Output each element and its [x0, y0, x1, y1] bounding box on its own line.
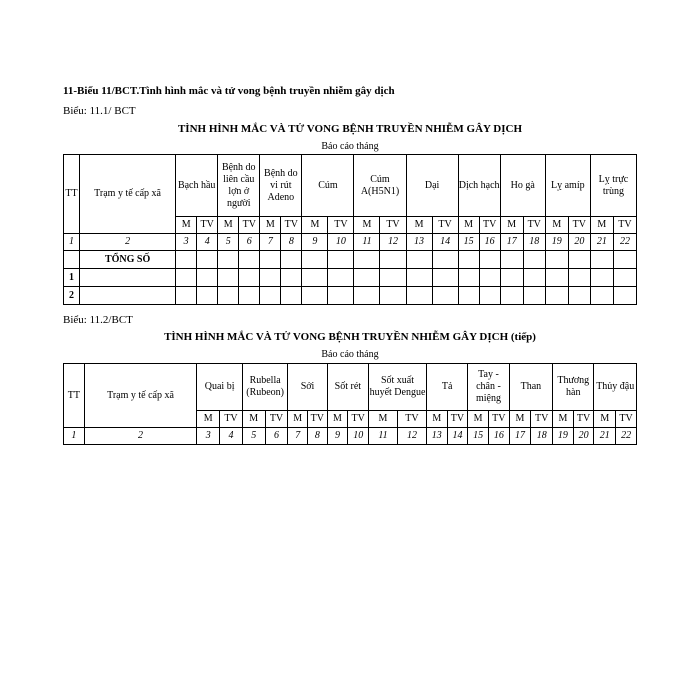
data-cell[interactable] [328, 269, 354, 287]
table1-header-row [64, 155, 637, 217]
table2-title: TÌNH HÌNH MẮC VÀ TỬ VONG BỆNH TRUYỀN NHIỄM GÂY DỊCH (tiếp) [164, 331, 536, 343]
tv-cell: TV [328, 217, 354, 234]
data-cell[interactable] [613, 269, 636, 287]
table1-disease-header: Lỵ amíp [545, 155, 590, 217]
data-cell[interactable] [328, 251, 354, 269]
col-number: 1 [64, 234, 80, 251]
data-cell[interactable] [260, 251, 281, 269]
data-cell[interactable] [479, 287, 500, 305]
data-cell[interactable] [523, 269, 545, 287]
col-number: 14 [432, 234, 458, 251]
tv-cell: TV [397, 411, 426, 428]
data-cell[interactable] [500, 287, 523, 305]
document-title: 11-Biểu 11/BCT.Tình hình mắc và tử vong bệnh truyền nhiễm gây dịch [63, 85, 395, 97]
col-number: 7 [288, 428, 308, 445]
m-cell: M [426, 411, 447, 428]
col-number: 6 [265, 428, 288, 445]
tv-cell: TV [265, 411, 288, 428]
data-cell[interactable] [406, 251, 432, 269]
data-cell[interactable] [458, 251, 479, 269]
col-number: 8 [281, 234, 302, 251]
m-cell: M [242, 411, 265, 428]
data-cell[interactable] [197, 287, 218, 305]
table2-disease-header: Quai bị [197, 364, 243, 411]
data-cell[interactable] [613, 287, 636, 305]
m-cell: M [590, 217, 613, 234]
data-cell[interactable] [239, 269, 260, 287]
data-cell[interactable] [281, 287, 302, 305]
table2-disease-header: Sởi [288, 364, 327, 411]
table1-subtitle: Báo cáo tháng [321, 141, 379, 152]
col-number: 9 [302, 234, 328, 251]
col-number: 3 [176, 234, 197, 251]
m-cell: M [468, 411, 489, 428]
data-cell[interactable] [500, 251, 523, 269]
table2-disease-header: Than [509, 364, 552, 411]
col-number: 5 [242, 428, 265, 445]
col-number: 15 [458, 234, 479, 251]
tv-cell: TV [380, 217, 406, 234]
table-row [64, 269, 637, 287]
table1-disease-header: Cúm A(H5N1) [354, 155, 406, 217]
m-cell: M [406, 217, 432, 234]
table1-disease-header: Bệnh do liên cầu lợn ở người [218, 155, 260, 217]
col-number: 20 [568, 234, 590, 251]
data-cell[interactable] [281, 251, 302, 269]
tv-cell: TV [613, 217, 636, 234]
total-label: TỔNG SỐ [80, 251, 176, 269]
data-cell[interactable] [545, 269, 568, 287]
col-number: 3 [197, 428, 220, 445]
tv-cell: TV [197, 217, 218, 234]
table2-disease-header: Tay - chân - miệng [468, 364, 509, 411]
data-cell[interactable] [568, 251, 590, 269]
m-cell: M [260, 217, 281, 234]
m-cell: M [302, 217, 328, 234]
col-number: 11 [354, 234, 380, 251]
m-cell: M [369, 411, 398, 428]
data-cell[interactable] [406, 287, 432, 305]
col-number: 20 [573, 428, 594, 445]
table1-disease-header: Cúm [302, 155, 354, 217]
tv-cell: TV [573, 411, 594, 428]
station-cell[interactable] [80, 287, 176, 305]
data-cell[interactable] [458, 287, 479, 305]
table-11-2 [63, 363, 637, 445]
data-cell[interactable] [239, 287, 260, 305]
table2-subtitle: Báo cáo tháng [321, 349, 379, 360]
col-number: 9 [327, 428, 348, 445]
col-number: 10 [328, 234, 354, 251]
tv-cell: TV [568, 217, 590, 234]
m-cell: M [458, 217, 479, 234]
data-cell[interactable] [260, 269, 281, 287]
data-cell[interactable] [613, 251, 636, 269]
col-number: 22 [613, 234, 636, 251]
m-cell: M [197, 411, 220, 428]
col-number: 17 [509, 428, 531, 445]
empty-cell [64, 251, 80, 269]
data-cell[interactable] [176, 269, 197, 287]
row-number: 1 [64, 269, 80, 287]
table1-col-tt: TT [64, 155, 80, 234]
col-number: 15 [468, 428, 489, 445]
col-number: 12 [380, 234, 406, 251]
table2-header-row [64, 364, 637, 411]
data-cell[interactable] [176, 251, 197, 269]
table1-column-number-row [64, 234, 637, 251]
col-number: 16 [488, 428, 509, 445]
form-label-11-1: Biểu: 11.1/ BCT [63, 105, 136, 117]
tv-cell: TV [531, 411, 553, 428]
tv-cell: TV [479, 217, 500, 234]
data-cell[interactable] [354, 251, 380, 269]
row-number: 2 [64, 287, 80, 305]
table2-disease-header: Thương hàn [553, 364, 594, 411]
data-cell[interactable] [479, 251, 500, 269]
data-cell[interactable] [239, 251, 260, 269]
m-cell: M [176, 217, 197, 234]
data-cell[interactable] [590, 287, 613, 305]
data-cell[interactable] [479, 269, 500, 287]
col-number: 19 [545, 234, 568, 251]
col-number: 14 [447, 428, 468, 445]
tv-cell: TV [239, 217, 260, 234]
data-cell[interactable] [176, 287, 197, 305]
m-cell: M [553, 411, 574, 428]
col-number: 13 [406, 234, 432, 251]
col-number: 1 [64, 428, 85, 445]
table1-col-station: Trạm y tế cấp xã [80, 155, 176, 234]
data-cell[interactable] [260, 287, 281, 305]
table1-disease-header: Dại [406, 155, 458, 217]
table1-disease-header: Bệnh do vi rút Adeno [260, 155, 302, 217]
tv-cell: TV [308, 411, 328, 428]
data-cell[interactable] [406, 269, 432, 287]
data-cell[interactable] [302, 287, 328, 305]
data-cell[interactable] [432, 269, 458, 287]
m-cell: M [218, 217, 239, 234]
m-cell: M [500, 217, 523, 234]
tv-cell: TV [447, 411, 468, 428]
tv-cell: TV [281, 217, 302, 234]
col-number: 2 [84, 428, 197, 445]
data-cell[interactable] [354, 269, 380, 287]
m-cell: M [594, 411, 616, 428]
m-cell: M [545, 217, 568, 234]
table1-disease-header: Ho gà [500, 155, 545, 217]
col-number: 22 [616, 428, 637, 445]
data-cell[interactable] [354, 287, 380, 305]
data-cell[interactable] [590, 251, 613, 269]
table1-disease-header: Dịch hạch [458, 155, 500, 217]
data-cell[interactable] [568, 287, 590, 305]
data-cell[interactable] [432, 287, 458, 305]
data-cell[interactable] [218, 251, 239, 269]
col-number: 12 [397, 428, 426, 445]
col-number: 13 [426, 428, 447, 445]
data-cell[interactable] [218, 287, 239, 305]
tv-cell: TV [488, 411, 509, 428]
table-11-1 [63, 154, 637, 305]
data-cell[interactable] [523, 287, 545, 305]
data-cell[interactable] [302, 269, 328, 287]
table2-disease-header: Thủy đậu [594, 364, 637, 411]
tv-cell: TV [616, 411, 637, 428]
form-label-11-2: Biểu: 11.2/BCT [63, 314, 133, 326]
col-number: 19 [553, 428, 574, 445]
data-cell[interactable] [218, 269, 239, 287]
col-number: 21 [590, 234, 613, 251]
data-cell[interactable] [590, 269, 613, 287]
col-number: 11 [369, 428, 398, 445]
table2-disease-header: Rubella (Rubeon) [242, 364, 288, 411]
table2-disease-header: Tả [426, 364, 467, 411]
tv-cell: TV [348, 411, 369, 428]
m-cell: M [327, 411, 348, 428]
table2-column-number-row [64, 428, 637, 445]
data-cell[interactable] [545, 251, 568, 269]
table2-disease-header: Sốt rét [327, 364, 368, 411]
data-cell[interactable] [197, 269, 218, 287]
data-cell[interactable] [380, 251, 406, 269]
data-cell[interactable] [500, 269, 523, 287]
col-number: 21 [594, 428, 616, 445]
data-cell[interactable] [197, 251, 218, 269]
m-cell: M [354, 217, 380, 234]
data-cell[interactable] [328, 287, 354, 305]
col-number: 5 [218, 234, 239, 251]
col-number: 4 [197, 234, 218, 251]
table2-disease-header: Sốt xuất huyết Dengue [369, 364, 427, 411]
data-cell[interactable] [458, 269, 479, 287]
tv-cell: TV [523, 217, 545, 234]
col-number: 6 [239, 234, 260, 251]
table2-col-station: Trạm y tế cấp xã [84, 364, 197, 428]
col-number: 8 [308, 428, 328, 445]
data-cell[interactable] [523, 251, 545, 269]
table1-disease-header: Lỵ trực trùng [590, 155, 636, 217]
data-cell[interactable] [568, 269, 590, 287]
data-cell[interactable] [281, 269, 302, 287]
tv-cell: TV [220, 411, 243, 428]
data-cell[interactable] [302, 251, 328, 269]
col-number: 7 [260, 234, 281, 251]
table2-col-tt: TT [64, 364, 85, 428]
table1-disease-header: Bạch hầu [176, 155, 218, 217]
data-cell[interactable] [545, 287, 568, 305]
col-number: 4 [220, 428, 243, 445]
data-cell[interactable] [380, 269, 406, 287]
data-cell[interactable] [380, 287, 406, 305]
col-number: 16 [479, 234, 500, 251]
col-number: 10 [348, 428, 369, 445]
data-cell[interactable] [432, 251, 458, 269]
m-cell: M [288, 411, 308, 428]
tv-cell: TV [432, 217, 458, 234]
col-number: 18 [523, 234, 545, 251]
station-cell[interactable] [80, 269, 176, 287]
m-cell: M [509, 411, 531, 428]
col-number: 2 [80, 234, 176, 251]
col-number: 17 [500, 234, 523, 251]
table1-title: TÌNH HÌNH MẮC VÀ TỬ VONG BỆNH TRUYỀN NHIỄM GÂY DỊCH [177, 123, 523, 135]
table1-total-row [64, 251, 637, 269]
col-number: 18 [531, 428, 553, 445]
table-row [64, 287, 637, 305]
